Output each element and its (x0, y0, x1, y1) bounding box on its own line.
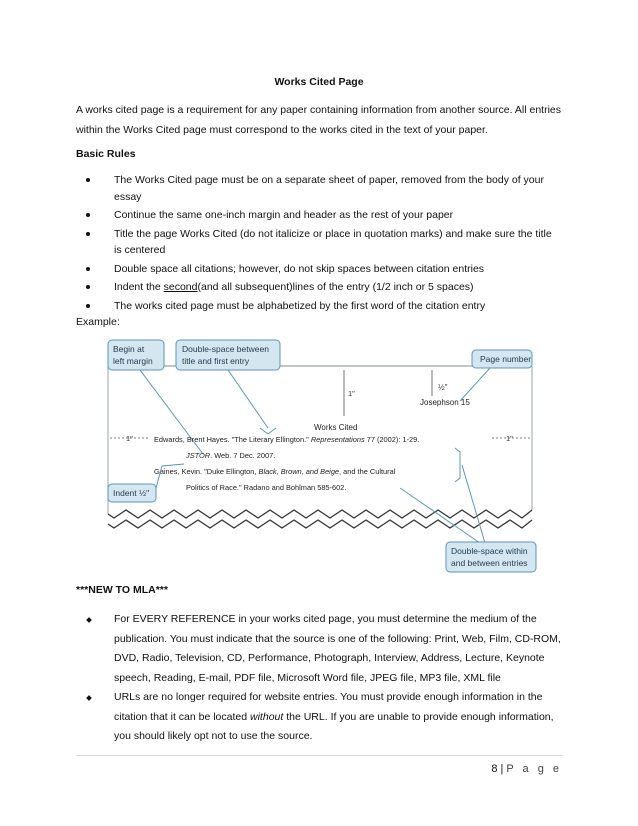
entry-2-line-1: Gaines, Kevin. "Duke Ellington, Black, Brown, and Beige, and the Cultural (154, 467, 396, 476)
running-header: Josephson 15 (420, 398, 470, 407)
footer-divider (76, 755, 563, 756)
page-footer (491, 763, 562, 775)
bullet-dot-icon (86, 267, 90, 271)
list-item: URLs are no longer required for website entries. You must provide enough information in the citation that it can be located without the URL. If you are unable to provide enough information, you should likely opt not to use the source. (76, 688, 561, 747)
half-inch-label: ½" (438, 383, 448, 392)
bullet-diamond-icon (86, 617, 92, 623)
callout-text: Double-space within (451, 546, 528, 556)
callout-text: title and first entry (182, 356, 250, 366)
basic-rules-heading: Basic Rules (76, 148, 136, 160)
entry-2-line-2: Politics of Race." Radano and Bohlman 585-602. (186, 483, 347, 492)
list-item: Title the page Works Cited (do not italicize or place in quotation marks) and make sure the title is centered (76, 226, 561, 259)
bullet-dot-icon (86, 285, 90, 289)
torn-edge-lower (108, 520, 532, 528)
example-label: Example: (76, 316, 120, 328)
footer-separator: | (500, 763, 504, 775)
bullet-dot-icon (86, 213, 90, 217)
callout-text: Begin at (113, 344, 145, 354)
list-item: Continue the same one-inch margin and header as the rest of your paper (76, 207, 561, 224)
list-item: Indent the second(and all subsequent)lines of the entry (1/2 inch or 5 spaces) (76, 279, 561, 296)
intro-paragraph: A works cited page is a requirement for any paper containing information from another source. All entries within the Works Cited page must correspond to the works cited in the text of your paper. (76, 104, 562, 136)
list-item: The Works Cited page must be on a separate sheet of paper, removed from the body of your essay (76, 172, 561, 205)
page-word: P a g e (506, 763, 562, 775)
bullet-dot-icon (86, 232, 90, 236)
works-cited-title: Works Cited (314, 423, 358, 432)
new-to-mla-list (76, 610, 561, 747)
one-inch-label: 1" (348, 389, 355, 398)
callout-text: Page number (480, 354, 532, 364)
right-margin-label: 1" (506, 434, 513, 443)
callout-text: and between entries (451, 558, 528, 568)
bullet-diamond-icon (86, 695, 92, 701)
basic-rules-list (76, 172, 561, 316)
bullet-dot-icon (86, 304, 90, 308)
list-item: The works cited page must be alphabetized by the first word of the citation entry (76, 298, 561, 315)
new-to-mla-heading: ***NEW TO MLA*** (76, 584, 168, 596)
works-cited-example-figure (100, 338, 540, 574)
list-item: For EVERY REFERENCE in your works cited page, you must determine the medium of the publication. You must indicate that the source is one of the following: Print, Web, Film, CD-ROM, DVD, Radio, Television, CD, Performance, Photograph, Interview, Address, Lecture, Keynote speech, Reading, E-mail, PDF file, Microsoft Word file, JPEG file, MP3 file, XML file (76, 610, 561, 688)
list-item: Double space all citations; however, do not skip spaces between citation entries (76, 261, 561, 278)
page-number: 8 (491, 763, 498, 775)
left-margin-label: 1" (126, 434, 133, 443)
callout-text: left margin (113, 356, 153, 366)
callout-text: Double-space between (182, 344, 269, 354)
bullet-dot-icon (86, 178, 90, 182)
callout-text: Indent ½" (113, 488, 150, 498)
page-title: Works Cited Page (274, 76, 364, 88)
entry-1-line-2: JSTOR. Web. 7 Dec. 2007. (186, 451, 276, 460)
entry-1-line-1: Edwards, Brent Hayes. "The Literary Ellington." Representations 77 (2002): 1-29. (154, 435, 420, 444)
